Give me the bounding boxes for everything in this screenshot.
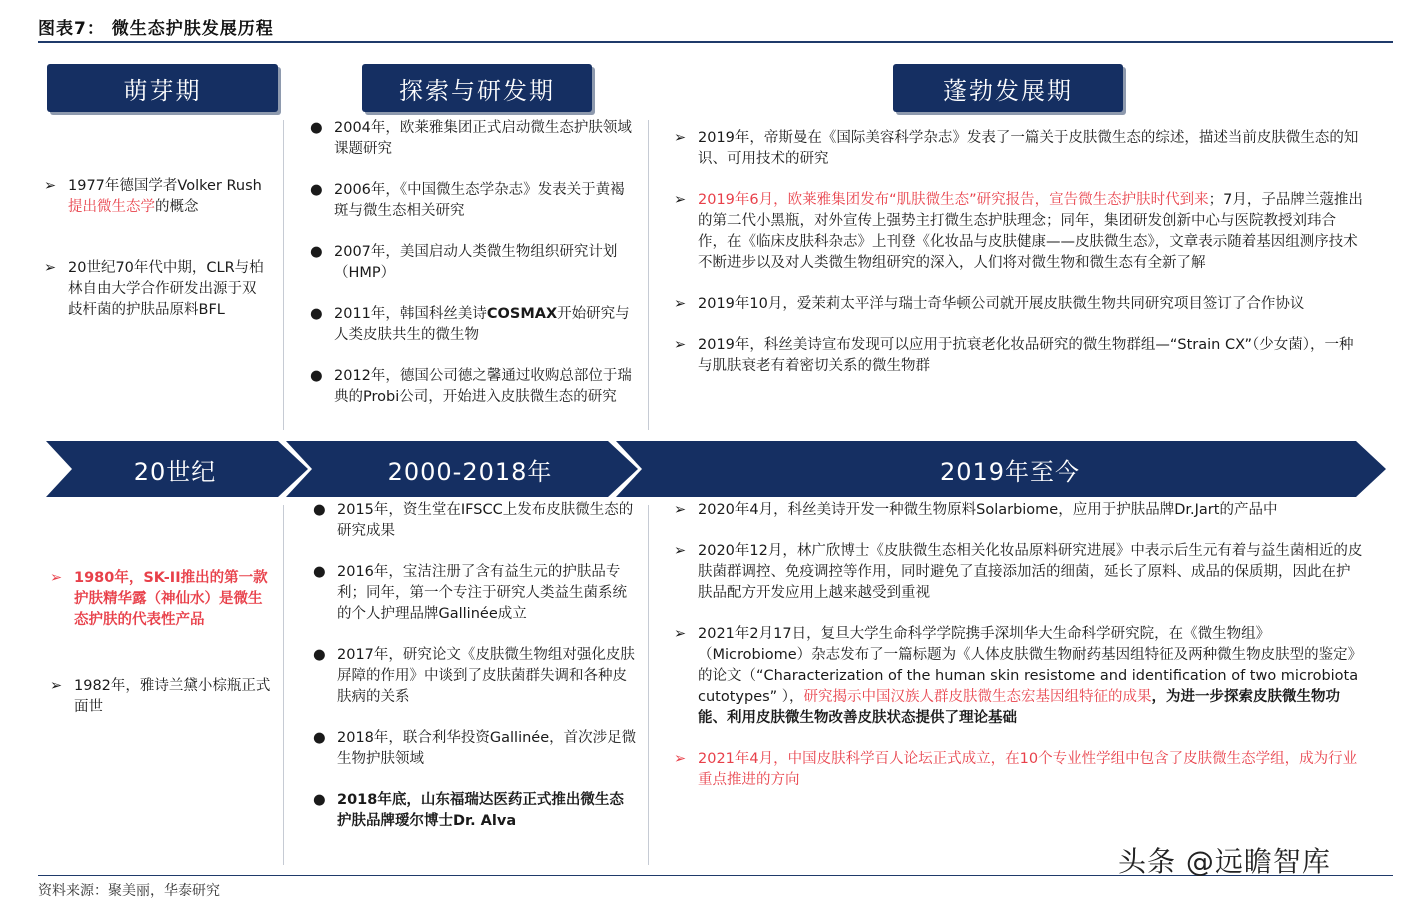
event-text: 2015年，资生堂在IFSCC上发布皮肤微生态的研究成果 [337, 502, 634, 539]
separator [648, 505, 649, 865]
top-rule [38, 41, 1393, 43]
event-item [674, 335, 1364, 377]
arrow-bullet-icon: ➢ [674, 337, 687, 353]
event-text: 1982年，雅诗兰黛小棕瓶正式面世 [74, 678, 271, 715]
event-item [674, 500, 1364, 521]
event-text: 2019年10月，爱茉莉太平洋与瑞士奇华顿公司就开展皮肤微生物共同研究项目签订了合作协议 [698, 296, 1305, 312]
event-text: 提出微生态学 [68, 199, 155, 215]
event-item [674, 624, 1364, 729]
event-text: 2020年12月，林广欣博士《皮肤微生态相关化妆品原料研究进展》中表示后生元有着与益生菌相近的皮肤菌群调控、免疫调控等作用，同时避免了直接添加活的细菌，延长了原料、成品的保质期，因此在护肤品配方开发应用上越来越受到重视 [698, 543, 1363, 601]
event-item [310, 304, 635, 346]
event-text: 推出的第一款护肤精华露（神仙水）是微生态护肤的代表性产品 [74, 570, 268, 628]
events-col2-top [310, 118, 635, 408]
event-text: 2019年，帝斯曼在《国际美容科学杂志》发表了一篇关于皮肤微生态的综述，描述当前皮肤微生态的知识、可用技术的研究 [698, 130, 1359, 167]
event-item [44, 176, 266, 218]
event-text: 2018年底，山东福瑞达医药正式推出微生态护肤品牌瑷尔博士Dr. Alva [337, 792, 624, 829]
event-text: ；7月，子品牌兰蔻推出的第二代小黑瓶，对外宣传上强势主打微生态护肤理念；同年，集团研发创新中心与医院教授刘玮合作，在《临床皮肤科杂志》上刊登《化妆品与皮肤健康——皮肤微生态》，文章表示随着基因组测序技术不断进步以及对人类微生物组研究的深入，人们将对微生物和微生态有全新了解 [698, 192, 1363, 271]
arrow-bullet-icon: ➢ [674, 296, 687, 312]
dot-bullet-icon: ● [310, 244, 323, 260]
arrow-bullet-icon: ➢ [674, 751, 687, 767]
events-col1-bottom [50, 568, 272, 718]
dot-bullet-icon: ● [313, 647, 326, 663]
event-item [674, 749, 1364, 791]
arrow-bullet-icon: ➢ [50, 678, 63, 694]
event-text: 2021年4月，中国皮肤科学百人论坛正式成立，在10个专业性学组中包含了皮肤微生态学组，成为行业重点推进的方向 [698, 751, 1358, 788]
arrow-bullet-icon: ➢ [674, 543, 687, 559]
event-item [310, 242, 635, 284]
event-text: 2019年，科丝美诗宣布发现可以应用于抗衰老化妆品研究的微生物群组—“Strain CX”（少女菌），一种与肌肤衰老有着密切关系的微生物群 [698, 337, 1354, 374]
events-col3-top [674, 128, 1364, 377]
separator [283, 505, 284, 865]
event-text: 2016年，宝洁注册了含有益生元的护肤品专利；同年，第一个专注于研究人类益生菌系统的个人护理品牌Gallinée成立 [337, 564, 627, 622]
event-item [313, 790, 638, 832]
event-text: 的概念 [155, 199, 199, 215]
dot-bullet-icon: ● [310, 306, 323, 322]
event-text: 2011年，韩国科丝美诗 [334, 306, 487, 322]
event-text: 2021年2月17日，复旦大学生命科学学院携手深圳华大生命科学研究院，在《微生物组》（Microbiome）杂志发布了一篇标题为《人体皮肤微生物耐药基因组特征及两种微生物皮肤型的鉴定》的论文（“Characterization of the human skin resistome and identification of two microbiota cutotypes” ）， [698, 626, 1363, 705]
event-text: 2017年，研究论文《皮肤微生物组对强化皮肤屏障的作用》中谈到了皮肤菌群失调和各种皮肤病的关系 [337, 647, 635, 705]
event-text: 开始研究与人类皮肤共生的微生物 [334, 306, 630, 343]
arrow-bullet-icon: ➢ [674, 130, 687, 146]
dot-bullet-icon: ● [313, 564, 326, 580]
figure-title: 图表7： 微生态护肤发展历程 [38, 19, 274, 39]
dot-bullet-icon: ● [313, 792, 326, 808]
stage-header-explore: 探索与研发期 [362, 64, 592, 112]
event-text: 2007年，美国启动人类微生物组织研究计划（HMP） [334, 244, 618, 281]
event-text: 2012年，德国公司德之馨通过收购总部位于瑞典的Probi公司，开始进入皮肤微生态的研究 [334, 368, 632, 405]
event-item [313, 500, 638, 542]
band-label-2000-2018: 2000-2018年 [387, 457, 553, 486]
dot-bullet-icon: ● [313, 502, 326, 518]
events-col3-bottom [674, 500, 1364, 791]
event-text: 2006年，《中国微生态学杂志》发表关于黄褐斑与微生态相关研究 [334, 182, 625, 219]
event-item [50, 568, 272, 631]
dot-bullet-icon: ● [310, 182, 323, 198]
event-item [674, 541, 1364, 604]
event-item [313, 645, 638, 708]
event-item [44, 258, 266, 321]
event-text: 1977年德国学者Volker Rush [68, 178, 262, 194]
arrow-bullet-icon: ➢ [674, 192, 687, 208]
event-text: 20世纪70年代中期，CLR与柏林自由大学合作研发出源于双歧杆菌的护肤品原料BFL [68, 260, 264, 318]
event-item [310, 180, 635, 222]
events-col1-top [44, 176, 266, 321]
event-item [310, 366, 635, 408]
event-text: ，为进一步探索皮肤微生物功能、利用皮肤微生物改善皮肤状态提供了理论基础 [698, 689, 1341, 726]
event-text: 研究揭示中国汉族人群皮肤微生态宏基因组特征的成果 [803, 689, 1152, 705]
event-item [674, 128, 1364, 170]
event-item [313, 728, 638, 770]
event-item [674, 190, 1364, 274]
watermark: 头条 @远瞻智库 [1118, 845, 1331, 878]
event-text: 2018年，联合利华投资Gallinée，首次涉足微生物护肤领域 [337, 730, 637, 767]
event-item [310, 118, 635, 160]
band-label-20th-century: 20世纪 [133, 457, 217, 486]
source-note: 资料来源：聚美丽，华泰研究 [38, 883, 220, 899]
stage-header-boom: 蓬勃发展期 [893, 64, 1123, 112]
event-text: 2019年6月，欧莱雅集团发布“肌肤微生态”研究报告，宣告微生态护肤时代到来 [698, 192, 1209, 208]
dot-bullet-icon: ● [310, 368, 323, 384]
event-text: 1980年， [74, 570, 144, 586]
event-item [50, 676, 272, 718]
stage-header-sprout: 萌芽期 [47, 64, 278, 112]
arrow-bullet-icon: ➢ [44, 178, 57, 194]
event-text: SK-II [143, 570, 181, 586]
event-text: COSMAX [486, 306, 558, 322]
arrow-bullet-icon: ➢ [674, 626, 687, 642]
arrow-bullet-icon: ➢ [50, 570, 63, 586]
dot-bullet-icon: ● [313, 730, 326, 746]
events-col2-bottom [313, 500, 638, 832]
separator [283, 120, 284, 430]
event-text: 2020年4月，科丝美诗开发一种微生物原料Solarbiome，应用于护肤品牌Dr.Jart的产品中 [698, 502, 1278, 518]
event-item [313, 562, 638, 625]
band-label-2019-present: 2019年至今 [939, 457, 1081, 486]
arrow-bullet-icon: ➢ [674, 502, 687, 518]
event-item [674, 294, 1364, 315]
separator [648, 120, 649, 430]
arrow-bullet-icon: ➢ [44, 260, 57, 276]
dot-bullet-icon: ● [310, 120, 323, 136]
event-text: 2004年，欧莱雅集团正式启动微生态护肤领域课题研究 [334, 120, 632, 157]
